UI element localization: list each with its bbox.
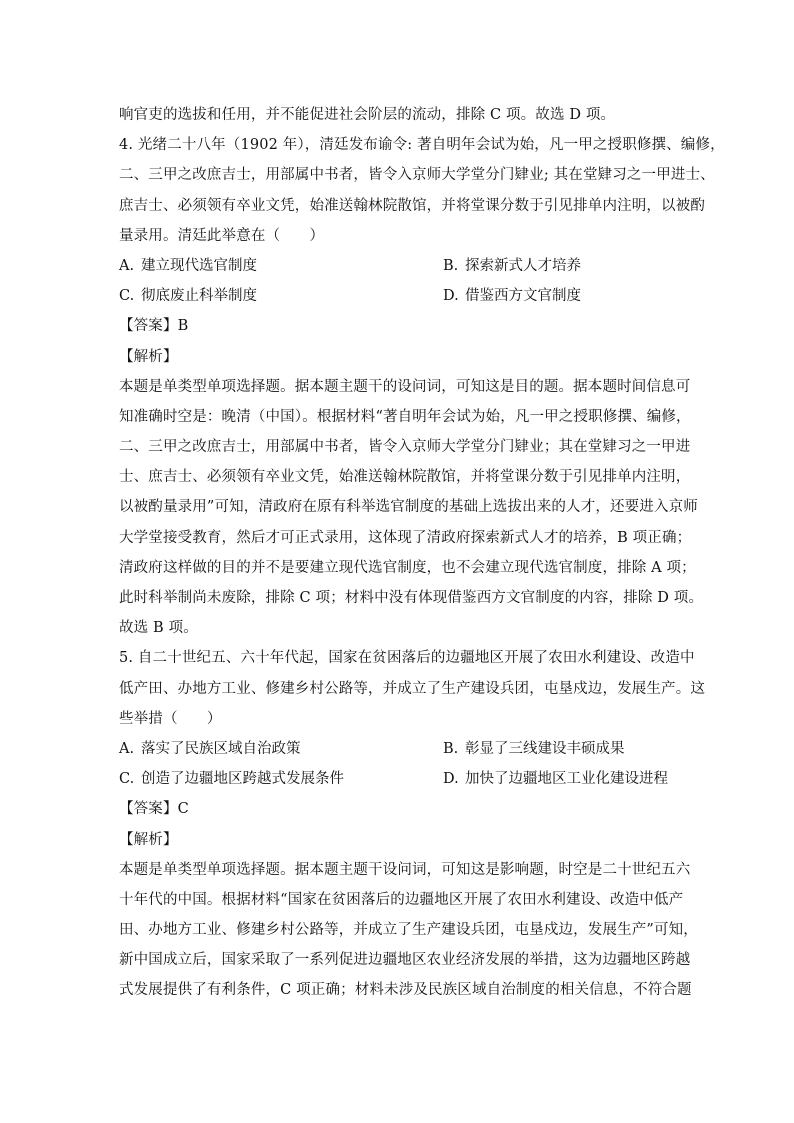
q5-option-b bbox=[443, 734, 679, 764]
option-text: 彰显了三线建设丰硕成果 bbox=[465, 740, 625, 757]
q4-analysis-title: 【解析】 bbox=[119, 348, 178, 365]
q5-stem-line-1: 5. 自二十世纪五、六十年代起，国家在贫困落后的边疆地区开展了农田水利建设、改造中 bbox=[119, 650, 695, 667]
q5-analysis-line-3: 田、办地方工业、修建乡村公路等，并成立了生产建设兵团，屯垦戍边，发展生产”可知， bbox=[119, 922, 698, 939]
q4-option-a bbox=[119, 251, 443, 281]
intro-line: 响官吏的选拔和任用，并不能促进社会阶层的流动，排除 C 项。故选 D 项。 bbox=[119, 107, 616, 123]
q4-stem-line-4: 量录用。清廷此举意在（ ） bbox=[119, 227, 325, 244]
q5-stem-line-3: 些举措（ ） bbox=[119, 710, 222, 727]
q4-analysis-line-8: 此时科举制尚未废除，排除 C 项；材料中没有体现借鉴西方文官制度的内容，排除 D 项。 bbox=[119, 590, 704, 606]
q4-option-c bbox=[119, 281, 443, 311]
q4-stem-line-1: 4. 光绪二十八年（1902 年），清廷发布谕令: 著自明年会试为始，凡一甲之授职修撰、编修， bbox=[119, 137, 725, 154]
q5-option-d bbox=[443, 764, 679, 794]
option-letter: A. bbox=[119, 257, 135, 274]
question-4 bbox=[119, 130, 725, 643]
q4-analysis-line-1: 本题是单类型单项选择题。据本题主题干的设问词，可知这是目的题。据本题时间信息可 bbox=[119, 378, 691, 395]
q4-options-row-2 bbox=[119, 281, 679, 311]
option-letter: C. bbox=[119, 771, 135, 788]
q5-stem-line-2: 低产田、办地方工业、修建乡村公路等，并成立了生产建设兵团，屯垦戍边，发展生产。这 bbox=[119, 680, 705, 697]
option-text: 借鉴西方文官制度 bbox=[465, 288, 581, 305]
question-5 bbox=[119, 643, 705, 1005]
option-letter: C. bbox=[119, 288, 135, 305]
q4-stem-line-3: 庶吉士、必须领有卒业文凭，始准送翰林院散馆，并将堂课分数于引见排单内注明，以被酌 bbox=[119, 197, 705, 214]
q4-analysis-line-5: 以被酌量录用”可知，清政府在原有科举选官制度的基础上选拔出来的人才，还要进入京师 bbox=[119, 499, 698, 516]
q4-analysis-line-3: 二、三甲之改庶吉士，用部属中书者，皆令入京师大学堂分门肄业；其在堂肄习之一甲进 bbox=[119, 439, 691, 456]
option-letter: D. bbox=[443, 288, 459, 305]
q4-answer: 【答案】B bbox=[119, 318, 189, 335]
option-text: 彻底废止科举制度 bbox=[141, 288, 257, 305]
option-letter: D. bbox=[443, 771, 459, 788]
q5-analysis-line-5: 式发展提供了有利条件，C 项正确；材料未涉及民族区域自治制度的相关信息，不符合题 bbox=[119, 982, 692, 999]
option-text: 创造了边疆地区跨越式发展条件 bbox=[141, 771, 344, 788]
q4-analysis-line-9: 故选 B 项。 bbox=[119, 620, 198, 637]
q5-option-a bbox=[119, 734, 443, 764]
q5-options-row-1 bbox=[119, 734, 679, 764]
option-text: 落实了民族区域自治政策 bbox=[141, 740, 301, 757]
q4-options-row-1 bbox=[119, 251, 679, 281]
q4-stem-line-2: 二、三甲之改庶吉士，用部属中书者，皆令入京师大学堂分门肄业; 其在堂肄习之一甲进士、 bbox=[119, 167, 715, 184]
q5-answer: 【答案】C bbox=[119, 801, 189, 818]
q4-analysis-line-6: 大学堂接受教育，然后才可正式录用，这体现了清政府探索新式人才的培养，B 项正确； bbox=[119, 529, 692, 546]
q5-analysis-line-2: 十年代的中国。根据材料“国家在贫困落后的边疆地区开展了农田水利建设、改造中低产 bbox=[119, 891, 684, 908]
option-letter: B. bbox=[443, 257, 459, 274]
option-text: 加快了边疆地区工业化建设进程 bbox=[465, 771, 668, 788]
q4-analysis-line-2: 知准确时空是：晚清（中国）。根据材料“著自明年会试为始，凡一甲之授职修撰、编修， bbox=[119, 408, 691, 425]
q5-analysis-line-1: 本题是单类型单项选择题。据本题主题干设问词，可知这是影响题，时空是二十世纪五六 bbox=[119, 861, 691, 878]
option-letter: B. bbox=[443, 740, 459, 757]
q5-analysis-line-4: 新中国成立后，国家采取了一系列促进边疆地区农业经济发展的举措，这为边疆地区跨越 bbox=[119, 952, 691, 969]
option-text: 探索新式人才培养 bbox=[465, 257, 581, 274]
q5-analysis-title: 【解析】 bbox=[119, 831, 178, 848]
q5-options-row-2 bbox=[119, 764, 679, 794]
document-page bbox=[119, 100, 725, 1006]
option-letter: A. bbox=[119, 740, 135, 757]
q4-analysis-line-7: 清政府这样做的目的并不是要建立现代选官制度，也不会建立现代选官制度，排除 A 项； bbox=[119, 559, 696, 576]
option-text: 建立现代选官制度 bbox=[141, 257, 257, 274]
q4-option-d bbox=[443, 281, 679, 311]
q5-option-c bbox=[119, 764, 443, 794]
q4-option-b bbox=[443, 251, 679, 281]
q4-analysis-line-4: 士、庶吉士、必须领有卒业文凭，始准送翰林院散馆，并将堂课分数于引见排单内注明， bbox=[119, 469, 691, 486]
